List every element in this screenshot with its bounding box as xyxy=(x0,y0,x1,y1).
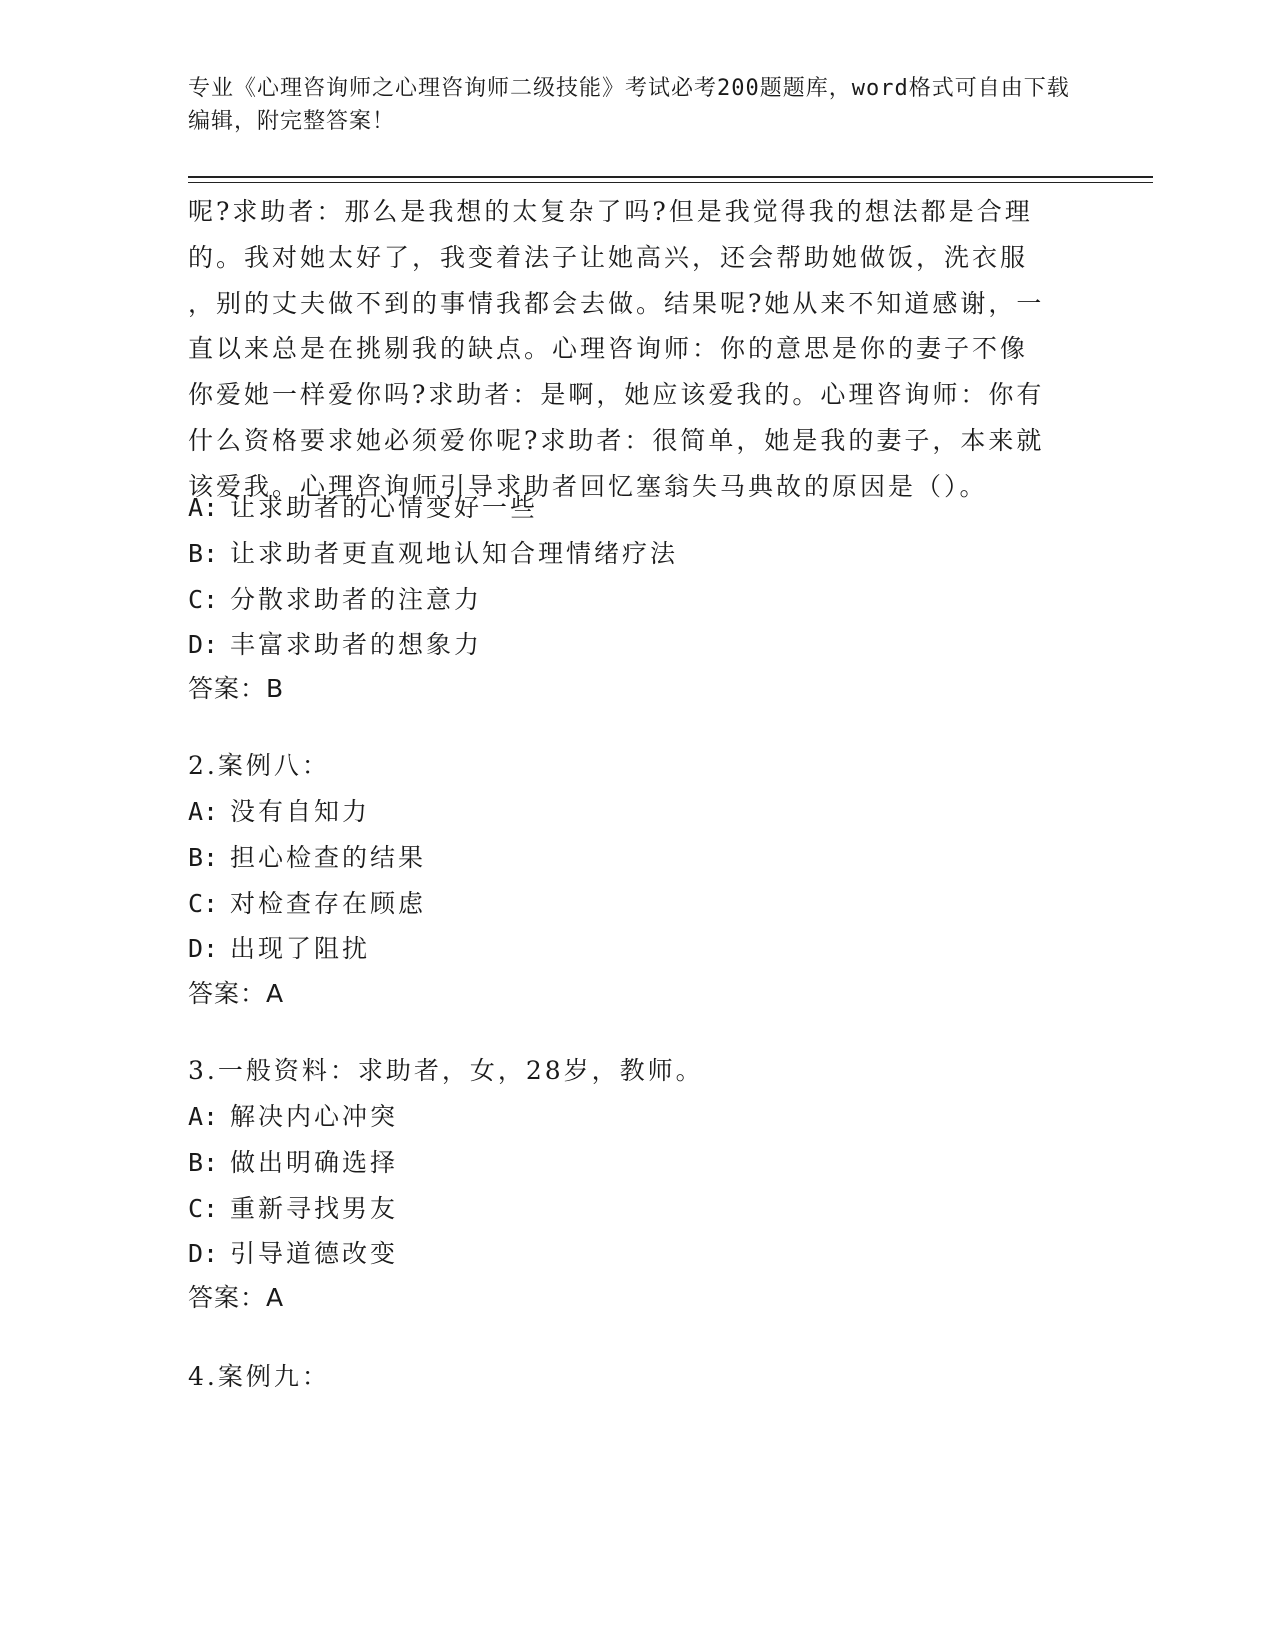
option-text: 分散求助者的注意力 xyxy=(230,584,483,614)
q3-option-c xyxy=(188,1186,398,1232)
q1-option-c xyxy=(188,577,678,623)
q2-option-c xyxy=(188,881,426,927)
option-key: D: xyxy=(188,1239,219,1269)
option-text: 没有自知力 xyxy=(230,797,371,826)
header-rule-thin xyxy=(188,182,1153,183)
passage-line: ，别的丈夫做不到的事情我都会去做。结果呢?她从来不知道感谢，一 xyxy=(188,288,1045,318)
option-key: C: xyxy=(188,1193,219,1223)
option-text: 丰富求助者的想象力 xyxy=(230,630,483,660)
q1-options xyxy=(188,485,678,668)
option-key: D: xyxy=(188,934,219,964)
q3-option-a xyxy=(188,1094,398,1140)
option-text: 引导道德改变 xyxy=(230,1239,399,1269)
header-rule-thick xyxy=(188,176,1153,178)
option-text: 做出明确选择 xyxy=(230,1147,399,1177)
option-key: C: xyxy=(188,584,219,614)
q2-options xyxy=(188,789,426,972)
passage-line: 呢?求助者：那么是我想的太复杂了吗?但是我觉得我的想法都是合理 xyxy=(188,197,1033,226)
q1-answer: 答案：B xyxy=(188,674,285,703)
q4-title: 4.案例九： xyxy=(188,1362,330,1391)
option-text: 让求助者的心情变好一些 xyxy=(230,493,539,522)
q2-title: 2.案例八： xyxy=(188,751,330,780)
q2-option-b xyxy=(188,835,426,881)
option-text: 重新寻找男友 xyxy=(230,1193,399,1223)
option-text: 出现了阻扰 xyxy=(230,934,371,964)
q1-option-b xyxy=(188,531,678,577)
q1-option-d xyxy=(188,622,678,668)
question-passage xyxy=(188,189,1083,510)
q3-answer: 答案：A xyxy=(188,1283,285,1312)
passage-line: 直以来总是在挑剔我的缺点。心理咨询师：你的意思是你的妻子不像 xyxy=(188,334,1029,364)
passage-line: 该爱我。心理咨询师引导求助者回忆塞翁失马典故的原因是（）。 xyxy=(188,471,988,501)
q3-option-d xyxy=(188,1231,398,1277)
q2-answer: 答案：A xyxy=(188,979,285,1008)
passage-line: 什么资格要求她必须爱你呢?求助者：很简单，她是我的妻子，本来就 xyxy=(188,425,1045,455)
option-key: B: xyxy=(188,1147,219,1177)
passage-line: 的。我对她太好了，我变着法子让她高兴，还会帮助她做饭，洗衣服 xyxy=(188,242,1029,272)
option-key: D: xyxy=(188,630,219,660)
q1-option-a xyxy=(188,485,678,531)
option-key: B: xyxy=(188,842,219,872)
document-header xyxy=(188,72,1088,138)
option-text: 解决内心冲突 xyxy=(230,1102,399,1131)
header-title: 专业《心理咨询师之心理咨询师二级技能》考试必考200题题库，word格式可自由下载编辑，附完整答案！ xyxy=(188,76,1070,134)
q3-option-b xyxy=(188,1140,398,1186)
passage-line: 你爱她一样爱你吗?求助者：是啊，她应该爱我的。心理咨询师：你有 xyxy=(188,380,1045,410)
option-key: C: xyxy=(188,888,219,918)
q2-option-a xyxy=(188,789,426,835)
option-text: 担心检查的结果 xyxy=(230,842,427,872)
option-key: A: xyxy=(188,493,219,522)
option-key: B: xyxy=(188,538,219,568)
option-text: 对检查存在顾虑 xyxy=(230,888,427,918)
q3-options xyxy=(188,1094,398,1277)
q3-title: 3.一般资料：求助者，女，28岁，教师。 xyxy=(188,1056,704,1085)
q2-option-d xyxy=(188,926,426,972)
option-text: 让求助者更直观地认知合理情绪疗法 xyxy=(230,538,679,568)
option-key: A: xyxy=(188,1102,219,1131)
option-key: A: xyxy=(188,797,219,826)
